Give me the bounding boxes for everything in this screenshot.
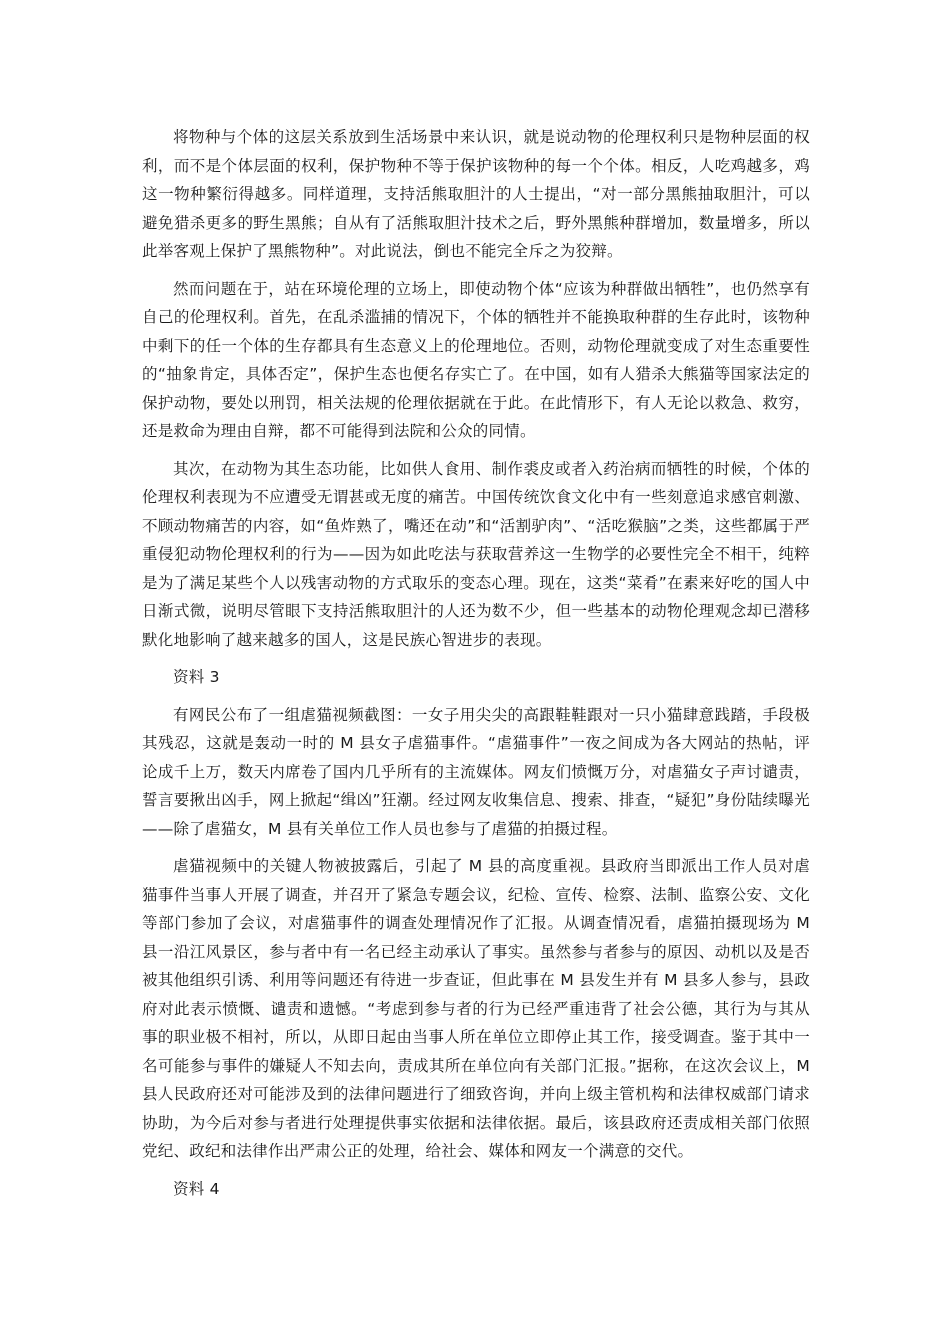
paragraph-environmental-ethics: 然而问题在于，站在环境伦理的立场上，即使动物个体“应该为种群做出牺牲”，也仍然享有自己的伦理权利。首先，在乱杀滥捕的情况下，个体的牺牲并不能换取种群的生存此时，该物种中剩下的任一个体的生存都具有生态意义上的伦理地位。否则，动物伦理就变成了对生态重要性的“抽象肯定，具体否定”，保护生态也便名存实亡了。在中国，如有人猎杀大熊猫等国家法定的保护动物，要处以刑罚，相关法规的伦理依据就在于此。在此情形下，有人无论以救急、救穷，还是救命为理由自辩，都不可能得到法院和公众的同情。 (142, 279, 810, 440)
paragraph-county-response: 虐猫视频中的关键人物被披露后，引起了 M 县的高度重视。县政府当即派出工作人员对虐猫事件当事人开展了调查，并召开了紧急专题会议，纪检、宣传、检察、法制、监察公安、文化等部门参加了会议，对虐猫事件的调查处理情况作了汇报。从调查情况看，虐猫拍摄现场为 M 县一沿江风景区，参与者中有一名已经主动承认了事实。虽然参与者参与的原因、动机以及是否被其他组织引诱、利用等问题还有待进一步查证，但此事在 M 县发生并有 M 县多人参与，县政府对此表示愤慨、谴责和遗憾。“考虑到参与者的行为已经严重违背了社会公德，其行为与其从事的职业极不相衬，所以，从即日起由当事人所在单位立即停止其工作，接受调查。鉴于其中一名可能参与事件的嫌疑人不知去向，责成其所在单位向有关部门汇报。”据称，在这次会议上，M 县人民政府还对可能涉及到的法律问题进行了细致咨询，并向上级主管机构和法律权威部门请求协助，为今后对参与者进行处理提供事实依据和法律依据。最后，该县政府还责成相关部门依照党纪、政纪和法律作出严肃公正的处理，给社会、媒体和网友一个满意的交代。 (142, 857, 810, 1160)
paragraph-species-individual: 将物种与个体的这层关系放到生活场景中来认识，就是说动物的伦理权利只是物种层面的权利，而不是个体层面的权利，保护物种不等于保护该物种的每一个个体。相反，人吃鸡越多，鸡这一物种繁衍得越多。同样道理，支持活熊取胆汁的人士提出，“对一部分黑熊抽取胆汁，可以避免猎杀更多的野生黑熊；自从有了活熊取胆汁技术之后，野外黑熊种群增加，数量增多，所以此举客观上保护了黑熊物种”。对此说法，倒也不能完全斥之为狡辩。 (142, 128, 810, 260)
section-title-material-4: 资料 4 (173, 1179, 220, 1198)
document-body (142, 123, 810, 1212)
paragraph-cat-abuse-video: 有网民公布了一组虐猫视频截图：一女子用尖尖的高跟鞋鞋跟对一只小猫肆意践踏，手段极其残忍，这就是轰动一时的 M 县女子虐猫事件。“虐猫事件”一夜之间成为各大网站的热帖，评论成千上万，数天内席卷了国内几乎所有的主流媒体。网友们愤慨万分，对虐猫女子声讨谴责，誓言要揪出凶手，网上掀起“缉凶”狂潮。经过网友收集信息、搜索、排查，“疑犯”身份陆续曝光——除了虐猫女，M 县有关单位工作人员也参与了虐猫的拍摄过程。 (142, 705, 810, 838)
paragraph-ecological-function: 其次，在动物为其生态功能，比如供人食用、制作裘皮或者入药治病而牺牲的时候，个体的伦理权利表现为不应遭受无谓甚或无度的痛苦。中国传统饮食文化中有一些刻意追求感官刺激、不顾动物痛苦的内容，如“鱼炸熟了，嘴还在动”和“活割驴肉”、“活吃猴脑”之类，这些都属于严重侵犯动物伦理权利的行为——因为如此吃法与获取营养这一生物学的必要性完全不相干，纯粹是为了满足某些个人以残害动物的方式取乐的变态心理。现在，这类“菜肴”在素来好吃的国人中日渐式微，说明尽管眼下支持活熊取胆汁的人还为数不少，但一些基本的动物伦理观念却已潜移默化地影响了越来越多的国人，这是民族心智进步的表现。 (142, 459, 810, 649)
section-title-material-3: 资料 3 (173, 668, 220, 686)
